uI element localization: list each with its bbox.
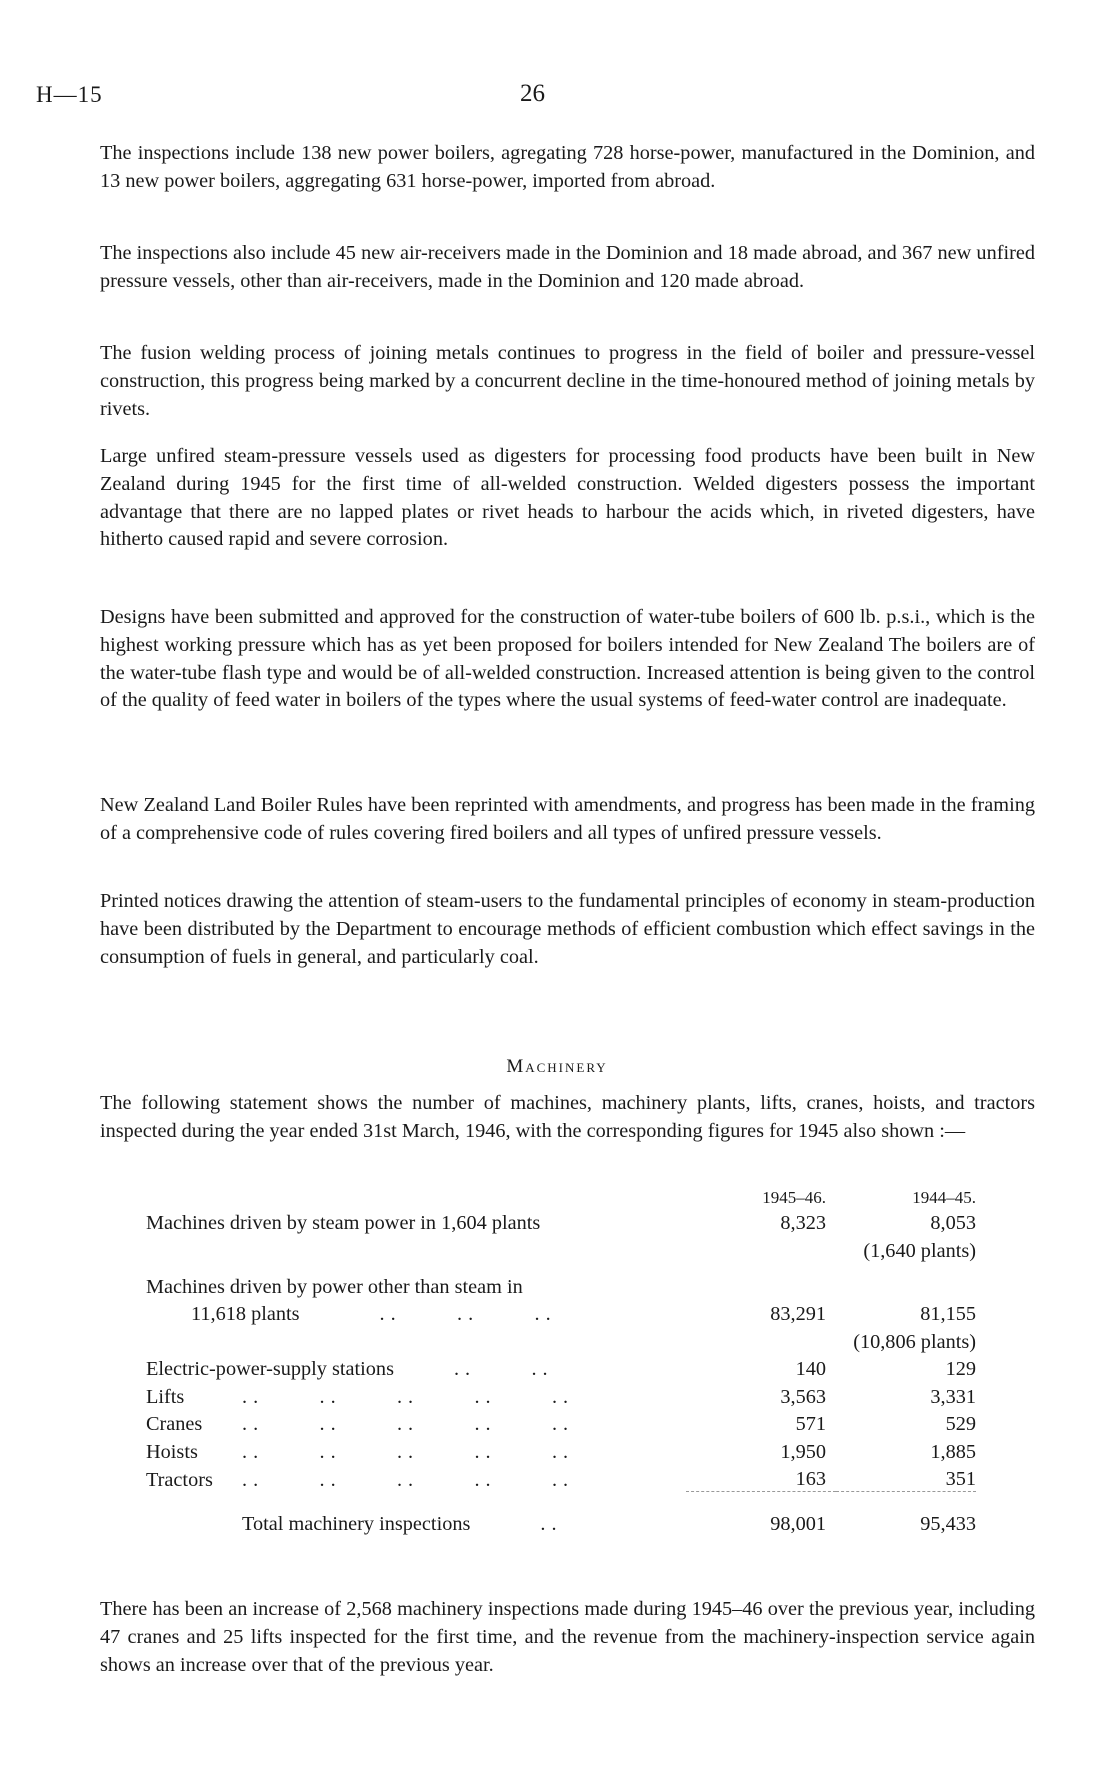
leader-dots: .. .. .. [379, 1303, 557, 1325]
paragraph [100, 443, 1035, 554]
paragraph [100, 888, 1035, 971]
table-total-row [146, 1492, 976, 1536]
closing-paragraph: There has been an increase of 2,568 machinery inspections made during 1945–46 over the previous year, including 47 cranes and 25 lifts inspected for the first time, and the revenue from the machinery-inspection service again shows an increase over that of the previous year. [100, 1598, 1035, 1676]
paragraph [100, 792, 1035, 848]
table-row [146, 1381, 976, 1409]
table-row [146, 1208, 976, 1236]
table-row [146, 1464, 976, 1492]
total-label: Total machinery inspections [242, 1512, 471, 1535]
paragraph [100, 340, 1035, 423]
row-label: Electric-power-supply stations [146, 1358, 394, 1380]
table-row [146, 1263, 976, 1299]
leader-dots: .. .. .. .. .. [242, 1440, 575, 1463]
section-heading: Machinery [506, 1056, 608, 1077]
row-note: (1,640 plants) [863, 1239, 976, 1262]
row-label: Machines driven by power other than steam in [146, 1275, 523, 1298]
row-value-1944-45: 529 [945, 1413, 976, 1435]
row-value-1945-46: 163 [795, 1468, 826, 1490]
paragraph-text: The inspections also include 45 new air-receivers made in the Dominion and 18 made abroad, and 367 new unfired pressure vessels, other than air-receivers, made in the Dominion and 120 made abroad. [100, 242, 1035, 292]
row-value-1945-46: 8,323 [780, 1212, 826, 1234]
row-label: Tractors [146, 1468, 213, 1491]
column-header-1944-45: 1944–45. [912, 1187, 976, 1207]
table-row [146, 1354, 976, 1382]
leader-dots: .. .. [453, 1358, 554, 1380]
paragraph-text: The fusion welding process of joining metals continues to progress in the field of boiler and pressure-vessel construction, this progress being marked by a concurrent decline in the time-honoured method of joining metals by rivets. [100, 342, 1035, 420]
table-row-note [146, 1235, 976, 1263]
row-value-1945-46: 571 [795, 1413, 826, 1435]
document-reference: H—15 [36, 82, 103, 107]
table-header-row [146, 1180, 976, 1208]
row-value-1944-45: 8,053 [930, 1212, 976, 1234]
row-value-1944-45: 81,155 [920, 1303, 976, 1325]
row-value-1944-45: 351 [945, 1468, 976, 1490]
paragraph [100, 604, 1035, 715]
paragraph [100, 1596, 1035, 1679]
machinery-intro: The following statement shows the number of machines, machinery plants, lifts, cranes, hoists, and tractors inspected during the year ended 31st March, 1946, with the corresponding figures for 1945 also shown :— [100, 1092, 1035, 1142]
row-label: Lifts [146, 1385, 185, 1408]
row-label: Hoists [146, 1440, 198, 1463]
leader-dots: .. .. .. .. .. [242, 1468, 575, 1491]
page-number: 26 [520, 80, 545, 107]
row-value-1944-45: 3,331 [930, 1385, 976, 1408]
row-label-continued: 11,618 plants [191, 1303, 300, 1325]
paragraph-text: New Zealand Land Boiler Rules have been reprinted with amendments, and progress has been made in the framing of a comprehensive code of rules covering fired boilers and all types of unfired pressure vessels. [100, 794, 1035, 844]
paragraph [100, 1090, 1035, 1146]
column-header-1945-46: 1945–46. [762, 1187, 826, 1207]
total-value-1945-46: 98,001 [686, 1492, 836, 1536]
row-value-1945-46: 83,291 [770, 1303, 826, 1325]
row-value-1945-46: 140 [795, 1358, 826, 1380]
row-value-1944-45: 129 [945, 1358, 976, 1380]
row-value-1944-45: 1,885 [930, 1440, 976, 1463]
paragraph [100, 140, 1035, 196]
paragraph-text: The inspections include 138 new power boilers, agregating 728 horse-power, manufactured in the Dominion, and 13 new power boilers, aggregating 631 horse-power, imported from abroad. [100, 142, 1035, 192]
machinery-table [146, 1180, 976, 1536]
paragraph [100, 240, 1035, 296]
table-row [146, 1409, 976, 1437]
table-row [146, 1299, 976, 1327]
row-value-1945-46: 1,950 [780, 1440, 826, 1463]
row-label: Cranes [146, 1413, 203, 1435]
paragraph-text: Printed notices drawing the attention of steam-users to the fundamental principles of economy in steam-production have been distributed by the Department to encourage methods of efficient combustion which effect savings in the consumption of fuels in general, and particularly coal. [100, 890, 1035, 968]
table-row [146, 1436, 976, 1464]
row-note: (10,806 plants) [853, 1330, 976, 1353]
paragraph-text: Designs have been submitted and approved for the construction of water-tube boilers of 600 lb. p.s.i., which is the highest working pressure which has as yet been proposed for boilers intended for New Zealand The boilers are of the water-tube flash type and would be of all-welded construction. Increased attention is being given to the control of the quality of feed water in boilers of the types where the usual systems of feed-water control are inadequate. [100, 606, 1035, 712]
leader-dots: .. .. .. .. .. [242, 1385, 575, 1408]
paragraph-text: Large unfired steam-pressure vessels used as digesters for processing food products have been built in New Zealand during 1945 for the first time of all-welded construction. Welded digesters possess the important advantage that there are no lapped plates or rivet heads to harbour the acids which, in riveted digesters, have hitherto caused rapid and severe corrosion. [100, 445, 1035, 551]
row-value-1945-46: 3,563 [780, 1385, 826, 1408]
leader-dots: .. .. .. .. .. [242, 1413, 575, 1435]
total-value-1944-45: 95,433 [836, 1492, 976, 1536]
table-row-note [146, 1326, 976, 1354]
row-label: Machines driven by steam power in 1,604 plants [146, 1212, 541, 1234]
leader-dots: .. [540, 1512, 563, 1535]
